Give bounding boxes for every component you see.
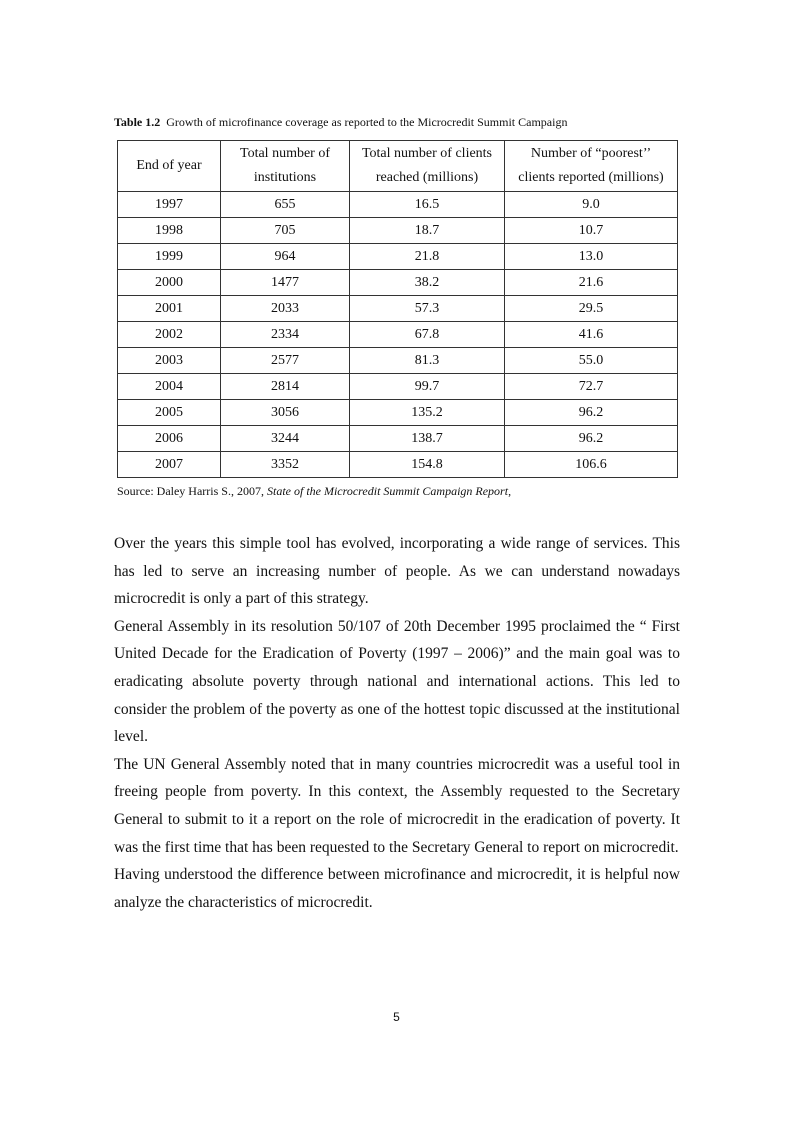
header-total-institutions — [221, 141, 350, 192]
table-cell: 1477 — [221, 270, 350, 296]
source-suffix: , — [508, 484, 512, 498]
table-header-row — [118, 141, 678, 192]
header-end-of-year — [118, 141, 221, 192]
paragraph: Over the years this simple tool has evolved, incorporating a wide range of services. This has led to serve an increasing number of people. As we can understand nowadays microcredit is only a part of this strategy. — [114, 535, 680, 608]
paragraph: Having understood the difference between microfinance and microcredit, it is helpful now analyze the characteristics of microcredit. — [114, 866, 680, 911]
microfinance-growth-table — [117, 140, 678, 478]
table-row — [118, 270, 678, 296]
table-cell: 1999 — [118, 244, 221, 270]
header-total-institutions-line-1: Total number of — [240, 146, 330, 161]
table-cell: 2033 — [221, 296, 350, 322]
table-row — [118, 374, 678, 400]
body-text — [114, 530, 680, 916]
table-cell: 2814 — [221, 374, 350, 400]
table-row — [118, 296, 678, 322]
table-caption-text: Growth of microfinance coverage as reported to the Microcredit Summit Campaign — [166, 115, 568, 129]
table-cell: 18.7 — [350, 218, 505, 244]
table-source-note — [117, 483, 677, 499]
table-cell: 10.7 — [505, 218, 678, 244]
table-cell: 55.0 — [505, 348, 678, 374]
table-header — [118, 141, 678, 192]
header-poorest-clients-line-1: Number of “poorest’’ — [530, 146, 652, 161]
table-cell: 57.3 — [350, 296, 505, 322]
table-caption — [114, 114, 714, 130]
table-cell: 9.0 — [505, 192, 678, 218]
table-row — [118, 400, 678, 426]
source-title: State of the Microcredit Summit Campaign Report — [266, 484, 509, 498]
header-end-of-year-line-1: End of year — [136, 158, 202, 173]
paragraph: General Assembly in its resolution 50/107 of 20th December 1995 proclaimed the “ First United Decade for the Eradication of Poverty (1997 – 2006)” and the main goal was to eradicating absolute poverty through national and international actions. This led to consider the problem of the poverty as one of the hottest topic discussed at the institutional level. — [114, 617, 680, 746]
table-row — [118, 322, 678, 348]
table-cell: 21.8 — [350, 244, 505, 270]
table-cell: 2004 — [118, 374, 221, 400]
table-cell: 21.6 — [505, 270, 678, 296]
table-row — [118, 452, 678, 478]
table-cell: 2334 — [221, 322, 350, 348]
header-poorest-clients — [505, 141, 678, 192]
header-total-clients-line-1: Total number of clients — [361, 146, 493, 161]
header-poorest-clients-line-2: clients reported (millions) — [518, 170, 664, 185]
table-cell: 13.0 — [505, 244, 678, 270]
table-cell: 1998 — [118, 218, 221, 244]
table-cell: 2007 — [118, 452, 221, 478]
page-number: 5 — [393, 1010, 400, 1024]
table-cell: 41.6 — [505, 322, 678, 348]
table-row — [118, 348, 678, 374]
paragraph: The UN General Assembly noted that in many countries microcredit was a useful tool in freeing people from poverty. In this context, the Assembly requested to the Secretary General to submit to it a report on the role of microcredit in the eradication of poverty. It was the first time that has been requested to the Secretary General to report on microcredit. — [114, 755, 680, 856]
table-cell: 72.7 — [505, 374, 678, 400]
table-cell: 2006 — [118, 426, 221, 452]
table-cell: 138.7 — [350, 426, 505, 452]
table-cell: 154.8 — [350, 452, 505, 478]
source-prefix: Source: Daley Harris S., 2007, — [117, 484, 267, 498]
table-caption-label: Table 1.2 — [114, 115, 161, 129]
table-cell: 16.5 — [350, 192, 505, 218]
table-cell: 2000 — [118, 270, 221, 296]
table-cell: 81.3 — [350, 348, 505, 374]
table-cell: 38.2 — [350, 270, 505, 296]
header-total-clients — [350, 141, 505, 192]
table-cell: 705 — [221, 218, 350, 244]
table-cell: 67.8 — [350, 322, 505, 348]
table-cell: 2002 — [118, 322, 221, 348]
table-cell: 96.2 — [505, 400, 678, 426]
table-row — [118, 426, 678, 452]
table-cell: 3244 — [221, 426, 350, 452]
table-cell: 655 — [221, 192, 350, 218]
header-total-clients-line-2: reached (millions) — [375, 170, 479, 185]
table-row — [118, 192, 678, 218]
table-row — [118, 218, 678, 244]
table-cell: 29.5 — [505, 296, 678, 322]
header-total-institutions-line-2: institutions — [253, 170, 317, 185]
table-cell: 96.2 — [505, 426, 678, 452]
table-body — [118, 192, 678, 478]
table-cell: 2003 — [118, 348, 221, 374]
table-cell: 99.7 — [350, 374, 505, 400]
table-row — [118, 244, 678, 270]
table-cell: 3352 — [221, 452, 350, 478]
table-cell: 2005 — [118, 400, 221, 426]
table-cell: 3056 — [221, 400, 350, 426]
table-cell: 2577 — [221, 348, 350, 374]
table-cell: 135.2 — [350, 400, 505, 426]
table-cell: 964 — [221, 244, 350, 270]
table-cell: 1997 — [118, 192, 221, 218]
table-cell: 2001 — [118, 296, 221, 322]
table-cell: 106.6 — [505, 452, 678, 478]
